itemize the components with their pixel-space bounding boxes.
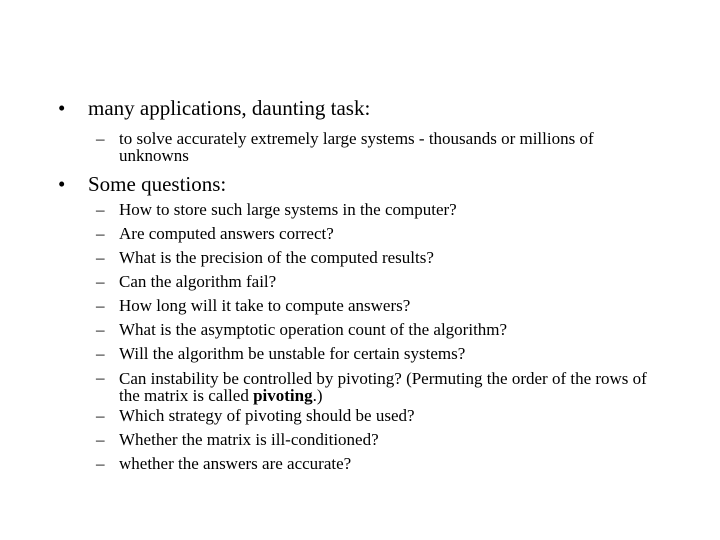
bullet-marker: • [58, 172, 66, 196]
list-item-text: Whether the matrix is ill-conditioned? [119, 430, 379, 449]
list-item [96, 366, 666, 404]
sub-list [96, 198, 666, 476]
list-item [96, 130, 666, 164]
list-item [96, 270, 666, 294]
list-item-text: Are computed answers correct? [119, 224, 334, 243]
list-item-text: Will the algorithm be unstable for certain systems? [119, 344, 466, 363]
dash-marker: – [96, 430, 105, 449]
dash-marker: – [96, 248, 105, 267]
pivoting-sentence: Can instability be controlled by pivoting? (Permuting the order of the rows of the matrix is called [119, 369, 647, 405]
bullet-item [58, 96, 370, 120]
list-item [96, 404, 666, 428]
pivoting-term: pivoting [253, 386, 313, 405]
bullet-item [58, 172, 226, 196]
dash-marker: – [96, 296, 105, 315]
dash-marker: – [96, 200, 105, 219]
list-item-text: Which strategy of pivoting should be used? [119, 406, 415, 425]
list-item [96, 428, 666, 452]
dash-marker: – [96, 406, 105, 425]
list-item [96, 198, 666, 222]
bullet-text: Some questions: [88, 172, 227, 196]
sub-list [96, 130, 666, 164]
dash-marker: – [96, 368, 105, 387]
list-item-text: How long will it take to compute answers? [119, 296, 411, 315]
list-item [96, 452, 666, 476]
list-item-text: whether the answers are accurate? [119, 454, 352, 473]
list-item-text: Can the algorithm fail? [119, 272, 277, 291]
bullet-text: many applications, daunting task: [88, 96, 371, 120]
list-item-text [119, 366, 666, 404]
list-item-text: to solve accurately extremely large systems - thousands or millions of unknowns [119, 129, 594, 165]
dash-marker: – [96, 454, 105, 473]
list-item-text: What is the asymptotic operation count of the algorithm? [119, 320, 508, 339]
list-item [96, 342, 666, 366]
dash-marker: – [96, 344, 105, 363]
pivoting-sentence-end: .) [312, 386, 323, 405]
dash-marker: – [96, 272, 105, 291]
list-item [96, 318, 666, 342]
list-item [96, 294, 666, 318]
dash-marker: – [96, 320, 105, 339]
list-item [96, 222, 666, 246]
list-item-text: What is the precision of the computed results? [119, 248, 434, 267]
list-item-text: How to store such large systems in the computer? [119, 200, 457, 219]
list-item [96, 246, 666, 270]
dash-marker: – [96, 129, 105, 148]
dash-marker: – [96, 224, 105, 243]
bullet-marker: • [58, 96, 66, 120]
